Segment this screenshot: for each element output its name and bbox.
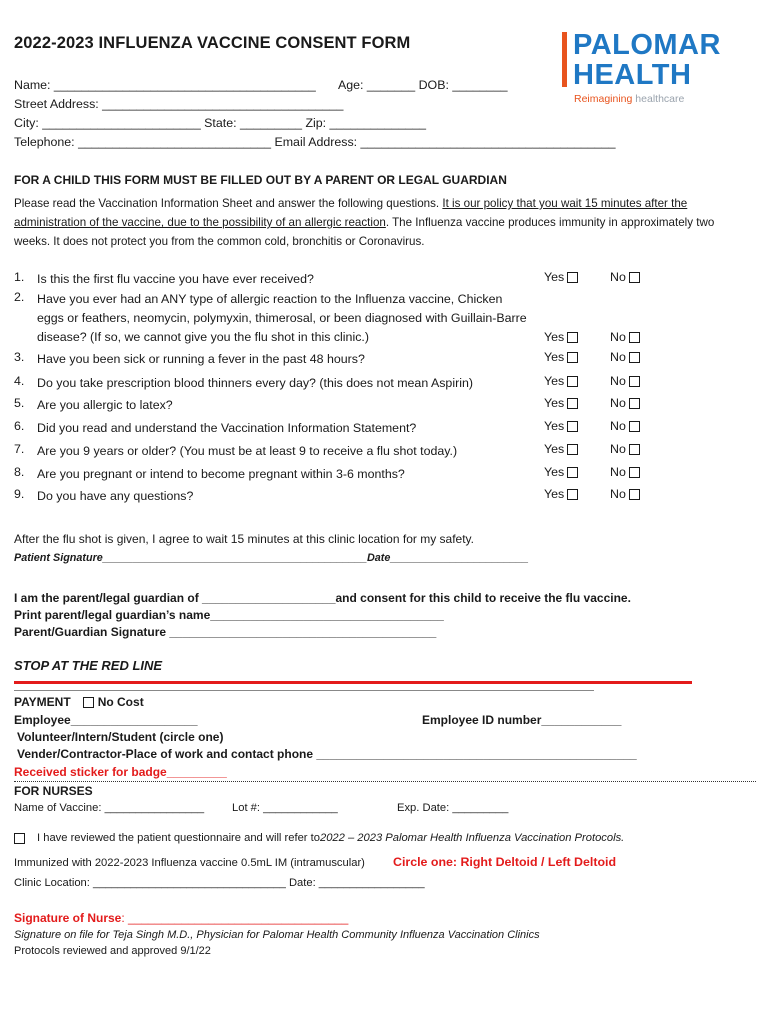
yes-label: Yes bbox=[544, 419, 565, 433]
no-checkbox[interactable] bbox=[610, 465, 640, 479]
no-label: No bbox=[610, 487, 626, 501]
tagline-healthcare: healthcare bbox=[635, 93, 685, 105]
checkbox-square-icon bbox=[629, 467, 640, 478]
no-checkbox[interactable] bbox=[610, 330, 640, 344]
checkbox-square-icon bbox=[629, 489, 640, 500]
deltoid-circle-one[interactable]: Circle one: Right Deltoid / Left Deltoid bbox=[393, 855, 617, 869]
yes-label: Yes bbox=[544, 442, 565, 456]
nurse-signature-label: Signature of Nurse bbox=[14, 911, 122, 925]
yes-label: Yes bbox=[544, 270, 565, 284]
checkbox-square-icon bbox=[629, 398, 640, 409]
payment-label: PAYMENT bbox=[14, 695, 71, 709]
no-checkbox[interactable] bbox=[610, 396, 640, 410]
yes-checkbox[interactable] bbox=[544, 442, 578, 456]
nurse-signature-line: : _________________________________ bbox=[121, 911, 349, 925]
checkbox-square-icon bbox=[567, 352, 578, 363]
clinic-location-date-field[interactable]: Clinic Location: _______________________________ Date: _________________ bbox=[14, 877, 425, 889]
no-label: No bbox=[610, 330, 626, 344]
exp-date-field[interactable]: Exp. Date: _________ bbox=[397, 802, 509, 814]
intro-part2: . The Influenza vaccine produces immunity in approximately two weeks. It does not protect you from the common cold, bronchitis or Coronavirus. bbox=[14, 216, 715, 248]
checkbox-square-icon bbox=[567, 376, 578, 387]
yes-label: Yes bbox=[544, 396, 565, 410]
checkbox-square-icon bbox=[629, 332, 640, 343]
question-text: Did you read and understand the Vaccination Information Statement? bbox=[37, 421, 417, 435]
lot-number-field[interactable]: Lot #: ____________ bbox=[232, 802, 338, 814]
yes-checkbox[interactable] bbox=[544, 350, 578, 364]
yes-checkbox[interactable] bbox=[544, 396, 578, 410]
question-number: 2. bbox=[14, 290, 25, 304]
red-divider-line bbox=[14, 681, 692, 684]
wait-agreement: After the flu shot is given, I agree to wait 15 minutes at this clinic location for my safety. bbox=[14, 532, 474, 546]
checkbox-square-icon bbox=[629, 421, 640, 432]
intro-policy-underlined: It is our policy that you wait 15 minutes after the administration of the vaccine, due to the possibility of an allergic reaction bbox=[14, 197, 688, 229]
logo-text-health: HEALTH bbox=[573, 59, 692, 91]
intro-paragraph bbox=[14, 194, 742, 251]
employee-line[interactable]: Employee___________________ bbox=[14, 713, 198, 727]
for-nurses-header: FOR NURSES bbox=[14, 784, 93, 798]
dotted-divider-line bbox=[14, 781, 756, 782]
vaccine-name-field[interactable]: Name of Vaccine: ________________ bbox=[14, 802, 205, 814]
protocol-review-checkbox[interactable] bbox=[14, 833, 25, 844]
checkbox-square-icon bbox=[567, 467, 578, 478]
street-address-field[interactable]: Street Address: ___________________________________ bbox=[14, 97, 344, 111]
yes-checkbox[interactable] bbox=[544, 330, 578, 344]
badge-sticker-line[interactable]: Received sticker for badge_________ bbox=[14, 765, 227, 779]
tagline-reimagining: Reimagining bbox=[574, 93, 633, 105]
patient-signature-line[interactable]: Patient Signature____________________________________________Date_______________________ bbox=[14, 552, 529, 564]
checkbox-square-icon bbox=[629, 272, 640, 283]
thin-divider-line bbox=[14, 690, 594, 691]
question-text: Are you allergic to latex? bbox=[37, 398, 173, 412]
no-checkbox[interactable] bbox=[610, 419, 640, 433]
signature-on-file-note: Signature on file for Teja Singh M.D., Physician for Palomar Health Community Influenza Vaccination Clinics bbox=[14, 929, 540, 941]
checkbox-square-icon bbox=[567, 489, 578, 500]
no-label: No bbox=[610, 442, 626, 456]
yes-label: Yes bbox=[544, 374, 565, 388]
question-text: Is this the first flu vaccine you have ever received? bbox=[37, 272, 314, 286]
no-label: No bbox=[610, 350, 626, 364]
yes-checkbox[interactable] bbox=[544, 487, 578, 501]
question-number: 5. bbox=[14, 396, 25, 410]
form-title: 2022-2023 INFLUENZA VACCINE CONSENT FORM bbox=[14, 34, 411, 52]
logo-accent-bar bbox=[562, 32, 567, 87]
no-label: No bbox=[610, 396, 626, 410]
guardian-consent-line[interactable]: I am the parent/legal guardian of ____________________and consent for this child to receive the flu vaccine. bbox=[14, 591, 631, 605]
payment-row bbox=[14, 695, 144, 709]
question-number: 7. bbox=[14, 442, 25, 456]
question-number: 1. bbox=[14, 270, 25, 284]
question-text: Have you ever had an ANY type of allergic reaction to the Influenza vaccine, Chicken eggs or feathers, neomycin, polymyxin, thimerosal, or been diagnosed with Guillain-Barre disease? (If so, we cannot give you the flu shot in this clinic.) bbox=[37, 292, 527, 344]
protocol-review-italic: 2022 – 2023 Palomar Health Influenza Vaccination Protocols. bbox=[319, 832, 625, 844]
question-number: 8. bbox=[14, 465, 25, 479]
nurse-signature-row[interactable] bbox=[14, 911, 348, 925]
no-label: No bbox=[610, 270, 626, 284]
no-checkbox[interactable] bbox=[610, 374, 640, 388]
protocols-approved-note: Protocols reviewed and approved 9/1/22 bbox=[14, 945, 211, 957]
question-text: Have you been sick or running a fever in the past 48 hours? bbox=[37, 352, 365, 366]
yes-label: Yes bbox=[544, 350, 565, 364]
yes-checkbox[interactable] bbox=[544, 270, 578, 284]
no-label: No bbox=[610, 419, 626, 433]
city-state-zip-field[interactable]: City: _______________________ State: _________ Zip: ______________ bbox=[14, 116, 427, 130]
question-number: 9. bbox=[14, 487, 25, 501]
yes-checkbox[interactable] bbox=[544, 465, 578, 479]
telephone-email-field[interactable]: Telephone: ____________________________ Email Address: _____________________________________ bbox=[14, 135, 616, 149]
stop-red-line-label: STOP AT THE RED LINE bbox=[14, 658, 163, 673]
name-field[interactable]: Name: ______________________________________ bbox=[14, 78, 316, 92]
yes-label: Yes bbox=[544, 487, 565, 501]
question-number: 3. bbox=[14, 350, 25, 364]
question-text: Are you 9 years or older? (You must be at least 9 to receive a flu shot today.) bbox=[37, 444, 458, 458]
yes-checkbox[interactable] bbox=[544, 374, 578, 388]
no-label: No bbox=[610, 465, 626, 479]
checkbox-square-icon bbox=[567, 398, 578, 409]
no-checkbox[interactable] bbox=[610, 487, 640, 501]
employee-id-line[interactable]: Employee ID number____________ bbox=[422, 713, 622, 727]
no-checkbox[interactable] bbox=[610, 270, 640, 284]
no-cost-checkbox[interactable] bbox=[83, 697, 94, 708]
vendor-line[interactable]: Vender/Contractor-Place of work and contact phone ________________________________________________ bbox=[17, 747, 637, 761]
checkbox-square-icon bbox=[629, 444, 640, 455]
logo-text-palomar: PALOMAR bbox=[573, 29, 721, 61]
yes-label: Yes bbox=[544, 465, 565, 479]
protocol-review-row bbox=[14, 832, 624, 844]
immunized-line: Immunized with 2022-2023 Influenza vaccine 0.5mL IM (intramuscular) bbox=[14, 857, 365, 869]
volunteer-line[interactable]: Volunteer/Intern/Student (circle one) bbox=[17, 730, 224, 744]
intro-part1: Please read the Vaccination Information Sheet and answer the following questions. bbox=[14, 197, 443, 210]
protocol-review-text: I have reviewed the patient questionnaire and will refer to bbox=[37, 832, 320, 844]
age-dob-field[interactable]: Age: _______ DOB: ________ bbox=[338, 78, 508, 92]
child-notice: FOR A CHILD THIS FORM MUST BE FILLED OUT BY A PARENT OR LEGAL GUARDIAN bbox=[14, 173, 507, 187]
checkbox-square-icon bbox=[567, 421, 578, 432]
question-text: Do you have any questions? bbox=[37, 489, 194, 503]
question-text: Do you take prescription blood thinners every day? (this does not mean Aspirin) bbox=[37, 376, 473, 390]
checkbox-square-icon bbox=[629, 352, 640, 363]
no-label: No bbox=[610, 374, 626, 388]
checkbox-square-icon bbox=[629, 376, 640, 387]
checkbox-square-icon bbox=[567, 272, 578, 283]
no-checkbox[interactable] bbox=[610, 350, 640, 364]
no-cost-label: No Cost bbox=[97, 695, 144, 709]
checkbox-square-icon bbox=[567, 332, 578, 343]
question-number: 4. bbox=[14, 374, 25, 388]
checkbox-square-icon bbox=[567, 444, 578, 455]
guardian-name-line[interactable]: Print parent/legal guardian’s name___________________________________ bbox=[14, 608, 444, 622]
question-number: 6. bbox=[14, 419, 25, 433]
question-text: Are you pregnant or intend to become pregnant within 3-6 months? bbox=[37, 467, 405, 481]
no-checkbox[interactable] bbox=[610, 442, 640, 456]
logo-tagline bbox=[574, 93, 684, 105]
yes-label: Yes bbox=[544, 330, 565, 344]
guardian-signature-line[interactable]: Parent/Guardian Signature ________________________________________ bbox=[14, 625, 437, 639]
yes-checkbox[interactable] bbox=[544, 419, 578, 433]
